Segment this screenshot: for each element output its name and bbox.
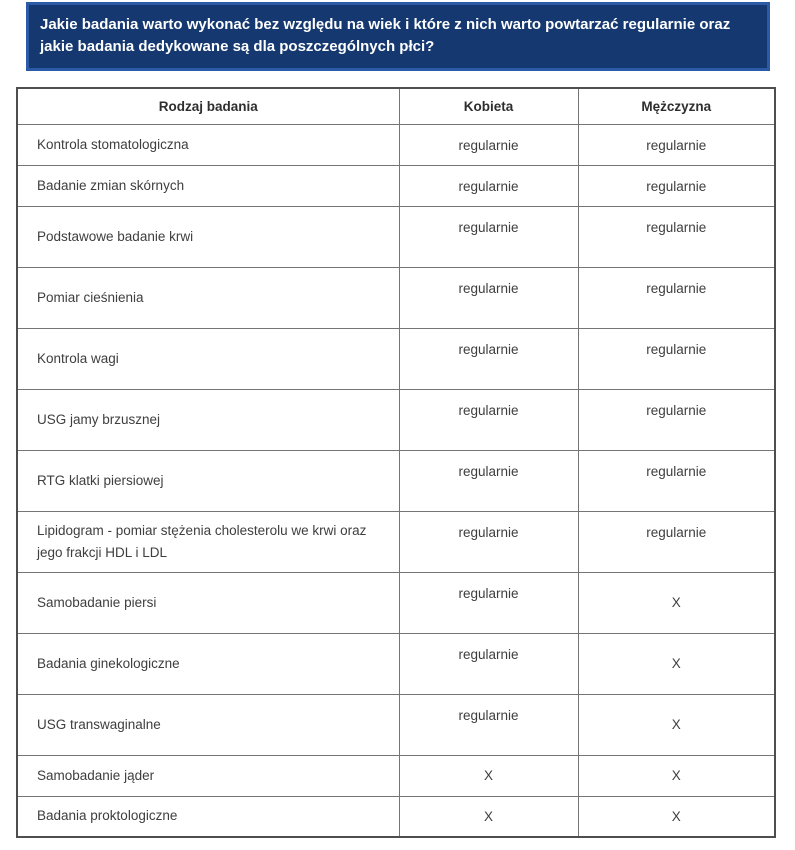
exam-name-cell: Kontrola stomatologiczna xyxy=(17,124,399,165)
table-row xyxy=(17,796,775,837)
table-row xyxy=(17,633,775,694)
kobieta-cell: regularnie xyxy=(399,450,578,511)
mezczyzna-cell: regularnie xyxy=(578,206,775,267)
exam-name-cell: Pomiar cieśnienia xyxy=(17,267,399,328)
mezczyzna-cell: regularnie xyxy=(578,267,775,328)
table-row xyxy=(17,511,775,572)
mezczyzna-cell: regularnie xyxy=(578,124,775,165)
kobieta-cell: regularnie xyxy=(399,328,578,389)
mezczyzna-cell: regularnie xyxy=(578,389,775,450)
kobieta-cell: regularnie xyxy=(399,206,578,267)
table-row xyxy=(17,694,775,755)
question-banner xyxy=(26,2,770,71)
mezczyzna-cell: X xyxy=(578,633,775,694)
exam-name-cell: Lipidogram - pomiar stężenia cholesterolu we krwi oraz jego frakcji HDL i LDL xyxy=(17,511,399,572)
examinations-table xyxy=(16,87,776,838)
exam-name-cell: RTG klatki piersiowej xyxy=(17,450,399,511)
mezczyzna-cell: regularnie xyxy=(578,165,775,206)
table-row xyxy=(17,124,775,165)
exam-name-cell: Podstawowe badanie krwi xyxy=(17,206,399,267)
column-header-rodzaj-badania: Rodzaj badania xyxy=(17,88,399,124)
mezczyzna-cell: X xyxy=(578,796,775,837)
table-row xyxy=(17,572,775,633)
exam-name-cell: Badanie zmian skórnych xyxy=(17,165,399,206)
kobieta-cell: regularnie xyxy=(399,267,578,328)
mezczyzna-cell: regularnie xyxy=(578,450,775,511)
kobieta-cell: regularnie xyxy=(399,572,578,633)
kobieta-cell: regularnie xyxy=(399,389,578,450)
table-row xyxy=(17,267,775,328)
table-row xyxy=(17,389,775,450)
table-row xyxy=(17,328,775,389)
table-row xyxy=(17,755,775,796)
kobieta-cell: X xyxy=(399,755,578,796)
kobieta-cell: regularnie xyxy=(399,694,578,755)
kobieta-cell: regularnie xyxy=(399,511,578,572)
exam-name-cell: USG transwaginalne xyxy=(17,694,399,755)
exam-name-cell: Badania proktologiczne xyxy=(17,796,399,837)
mezczyzna-cell: X xyxy=(578,755,775,796)
table-row xyxy=(17,206,775,267)
kobieta-cell: regularnie xyxy=(399,124,578,165)
table-header-row xyxy=(17,88,775,124)
mezczyzna-cell: regularnie xyxy=(578,511,775,572)
mezczyzna-cell: regularnie xyxy=(578,328,775,389)
table-row xyxy=(17,450,775,511)
exam-name-cell: Kontrola wagi xyxy=(17,328,399,389)
column-header-mezczyzna: Mężczyzna xyxy=(578,88,775,124)
kobieta-cell: regularnie xyxy=(399,633,578,694)
exam-name-cell: Badania ginekologiczne xyxy=(17,633,399,694)
column-header-kobieta: Kobieta xyxy=(399,88,578,124)
kobieta-cell: X xyxy=(399,796,578,837)
table-row xyxy=(17,165,775,206)
exam-name-cell: USG jamy brzusznej xyxy=(17,389,399,450)
exam-name-cell: Samobadanie jąder xyxy=(17,755,399,796)
mezczyzna-cell: X xyxy=(578,572,775,633)
mezczyzna-cell: X xyxy=(578,694,775,755)
question-text: Jakie badania warto wykonać bez względu na wiek i które z nich warto powtarzać regularnie oraz jakie badania dedykowane są dla poszczególnych płci? xyxy=(40,16,731,55)
kobieta-cell: regularnie xyxy=(399,165,578,206)
exam-name-cell: Samobadanie piersi xyxy=(17,572,399,633)
